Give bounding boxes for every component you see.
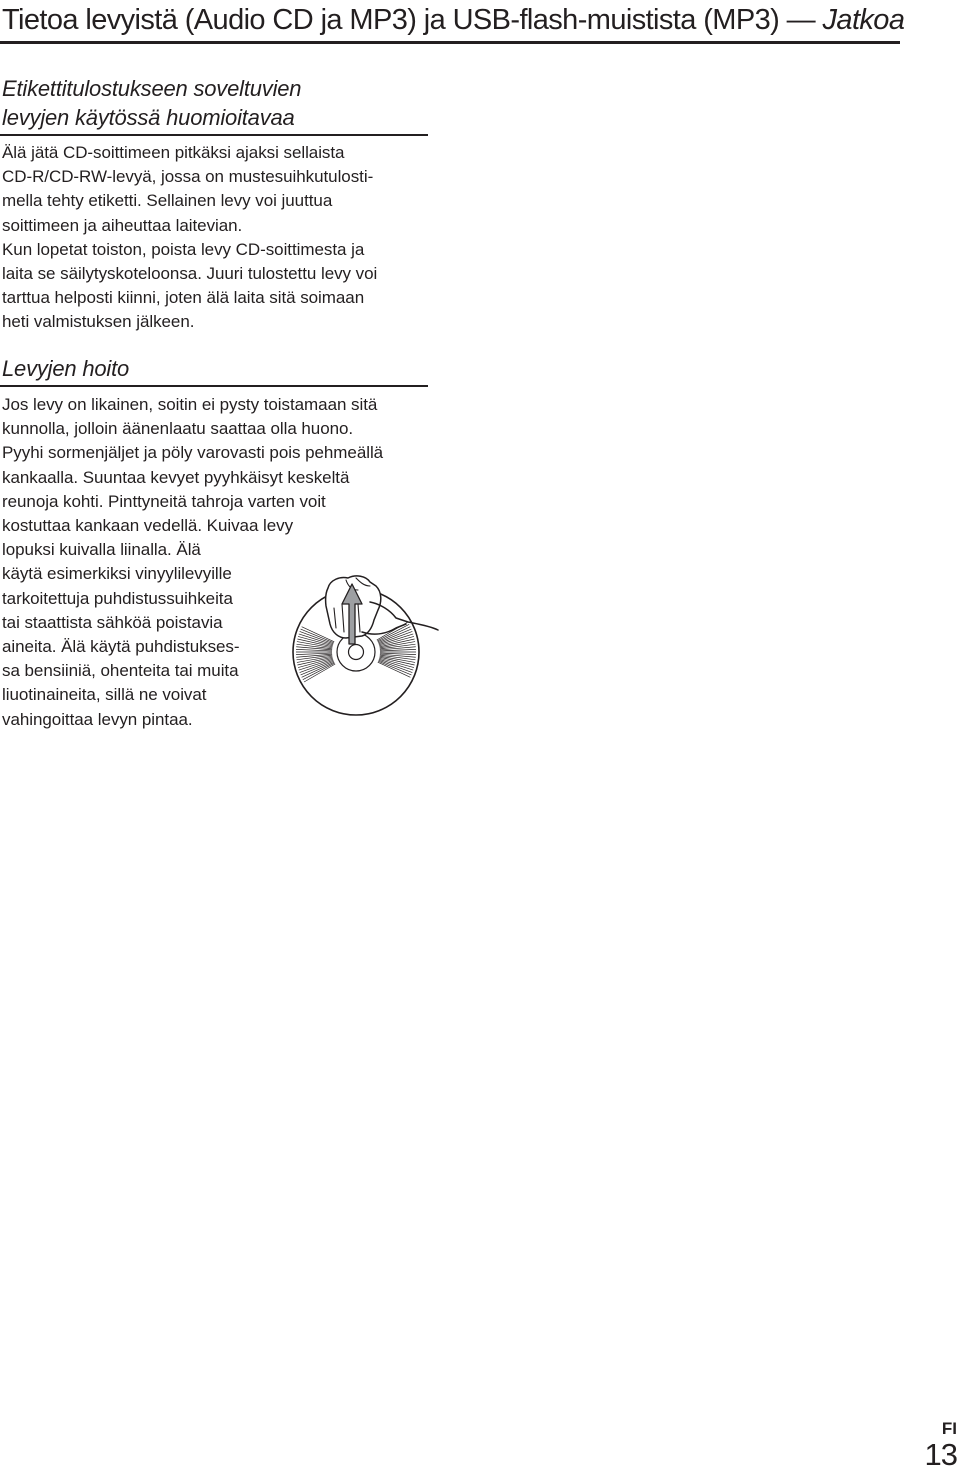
body-line: käytä esimerkiksi vinyylilevyille	[2, 564, 232, 584]
page-title: Tietoa levyistä (Audio CD ja MP3) ja USB-flash-muistista (MP3) — Jatkoa	[2, 4, 905, 36]
body-line: aineita. Älä käytä puhdistukses-	[2, 637, 240, 657]
body-line: kostuttaa kankaan vedellä. Kuivaa levy	[2, 516, 294, 536]
section-label-printing	[2, 74, 430, 335]
body-line: reunoja kohti. Pinttyneitä tahroja varten voit	[2, 491, 326, 511]
body-line: lopuksi kuivalla liinalla. Älä	[2, 540, 201, 560]
section-heading-line: Etikettitulostukseen soveltuvien	[2, 76, 302, 101]
body-line: kunnolla, jolloin äänenlaatu saattaa olla huono.	[2, 419, 354, 439]
language-code: FI	[941, 1419, 957, 1438]
body-line: Pyyhi sormenjäljet ja pöly varovasti pois pehmeällä	[2, 443, 384, 463]
body-line: Jos levy on likainen, soitin ei pysty toistamaan sitä	[2, 395, 378, 414]
body-line: Älä jätä CD-soittimeen pitkäksi ajaksi sellaista	[2, 143, 345, 162]
section-heading-line: Levyjen hoito	[2, 356, 130, 381]
disc-wiping-icon	[290, 572, 440, 724]
body-line: sa bensiiniä, ohenteita tai muita	[2, 661, 239, 681]
body-line: heti valmistuksen jälkeen.	[2, 312, 195, 332]
body-line: tai staattista sähköä poistavia	[2, 612, 223, 632]
body-line: mella tehty etiketti. Sellainen levy voi juuttua	[2, 191, 333, 211]
page-title-text: Tietoa levyistä (Audio CD ja MP3) ja USB-flash-muistista (MP3)	[2, 4, 780, 36]
continued-label: Jatkoa	[822, 4, 905, 36]
body-line: kankaalla. Suuntaa kevyet pyyhkäisyt keskeltä	[2, 467, 350, 487]
body-line: Kun lopetat toiston, poista levy CD-soittimesta ja	[2, 239, 365, 259]
section-heading	[0, 354, 428, 387]
body-line: soittimeen ja aiheuttaa laitevian.	[2, 215, 243, 235]
body-line: liuotinaineita, sillä ne voivat	[2, 685, 207, 705]
section-heading-line: levyjen käytössä huomioitavaa	[2, 105, 295, 130]
body-line: vahingoittaa levyn pintaa.	[2, 709, 193, 729]
body-line: CD-R/CD-RW-levyä, jossa on mustesuihkutulosti-	[2, 167, 374, 187]
section-heading	[0, 74, 428, 136]
body-line: tarttua helposti kiinni, joten älä laita sitä soimaan	[2, 288, 365, 308]
body-line: tarkoitettuja puhdistussuihkeita	[2, 588, 233, 608]
section-body	[2, 141, 430, 335]
page-header	[0, 0, 905, 44]
body-line: laita se säilytyskoteloonsa. Juuri tulostettu levy voi	[2, 264, 378, 284]
page-number: 13	[924, 1437, 957, 1472]
page-footer	[925, 1420, 957, 1472]
